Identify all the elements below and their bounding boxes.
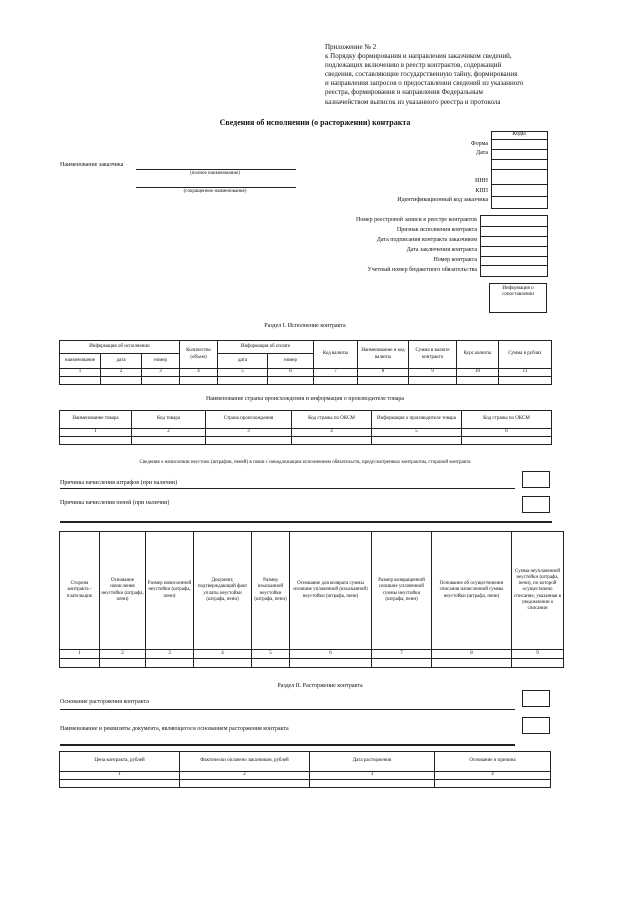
- origin-header: Наименование товара: [60, 411, 132, 429]
- fine-reason-box: [522, 471, 550, 488]
- appendix-line: реестра, формирования и направления Федеральным: [325, 88, 483, 97]
- code-label-inn: ИНН: [475, 178, 488, 184]
- col-num: 8: [358, 369, 409, 377]
- termination-header: Дата расторжения: [310, 752, 435, 772]
- col-num: 3: [310, 772, 435, 780]
- info-box-label: Информация о сопоставлении: [502, 286, 534, 298]
- col-num: 2: [180, 772, 310, 780]
- header-qty: Количество (объем): [180, 341, 218, 369]
- termination-header: Основание и причина: [435, 752, 551, 772]
- customer-short-line: [136, 187, 296, 188]
- col-num: 6: [290, 650, 372, 659]
- col-num: 9: [512, 650, 564, 659]
- origin-header: Код товара: [132, 411, 206, 429]
- peni-reason-box: [522, 496, 550, 513]
- peni-reason-label: Причины начисления пеней (при наличии): [60, 500, 170, 506]
- customer-label: Наименование заказчика: [60, 162, 124, 168]
- appendix-line: казначейством выписок из указанного реестра и протокола: [325, 97, 501, 106]
- registry-label: Дата подписания контракта заказчиком: [376, 237, 477, 243]
- col-num: 1: [60, 650, 100, 659]
- code-label-kpp: КПП: [475, 188, 488, 194]
- customer-full-line: [136, 169, 296, 170]
- header-rate: Курс валюты: [457, 341, 499, 369]
- execution-table: [59, 340, 552, 385]
- codes-box: [491, 131, 548, 209]
- col-num: 7: [372, 650, 432, 659]
- col-num: 3: [206, 429, 292, 437]
- col-num: 1: [60, 369, 101, 377]
- col-num: 4: [180, 369, 218, 377]
- col-num: 6: [462, 429, 552, 437]
- origin-header: Код страны по ОКСМ: [292, 411, 372, 429]
- col-num: 4: [194, 650, 252, 659]
- code-label-form: Форма: [470, 141, 488, 147]
- col-num: 4: [292, 429, 372, 437]
- registry-label: Дата заключения контракта: [406, 247, 477, 253]
- col-num: 2: [101, 369, 142, 377]
- customer-full-hint: (полное наименование): [190, 171, 240, 176]
- header-pay-group: Информация об оплате: [218, 341, 314, 354]
- col-num: 8: [432, 650, 512, 659]
- col-num: 2: [100, 650, 146, 659]
- code-label-customer-id: Идентификационный код заказчика: [397, 197, 488, 203]
- header-exec-group: Информация об исполнении: [60, 341, 180, 354]
- header-pay-date: дата: [218, 354, 268, 369]
- appendix-line: к Порядку формирования и направления заказчиком сведений,: [325, 52, 512, 61]
- section1-title: Раздел I. Исполнение контракта: [264, 323, 346, 329]
- registry-label: Признак исполнения контракта: [396, 227, 477, 233]
- col-num: 1: [60, 772, 180, 780]
- col-num: 3: [142, 369, 180, 377]
- termination-doc-label: Наименование и реквизиты документа, являющегося основанием расторжения контракта: [60, 726, 289, 732]
- col-num: 5: [218, 369, 268, 377]
- registry-label: Номер контракта: [433, 257, 477, 263]
- penalty-header: Основание для возврата суммы излишне уплаченной (взысканной) неустойки (штрафа, пени): [290, 532, 372, 650]
- origin-title: Наименование страны происхождения и информация о производителе товара: [205, 396, 405, 402]
- col-num: 5: [252, 650, 290, 659]
- col-num: 10: [457, 369, 499, 377]
- header-currency-name: Наименование и код валюты: [358, 341, 409, 369]
- penalty-header: Размер начисленной неустойки (штрафа, пени): [146, 532, 194, 650]
- header-name: наименование: [60, 354, 101, 369]
- fine-reason-label: Причины начисления штрафов (при наличии): [60, 480, 178, 486]
- header-amount-currency: Сумма в валюте контракта: [409, 341, 457, 369]
- header-amount-rub: Сумма в рублях: [499, 341, 552, 369]
- code-label-date: Дата: [476, 150, 488, 156]
- penalty-header: Документ, подтверждающий факт уплаты неустойки (штрафа, пени): [194, 532, 252, 650]
- col-num: 6: [268, 369, 314, 377]
- penalty-header: Размер возвращенной излишне уплаченной суммы неустойки (штрафа, пени): [372, 532, 432, 650]
- termination-basis-box: [522, 690, 550, 707]
- origin-header: Код страны по ОКСМ: [462, 411, 552, 429]
- section2-title: Раздел II. Расторжение контракта: [277, 683, 363, 689]
- appendix-line: подлежащих включению в реестр контрактов, содержащий: [325, 61, 502, 70]
- document-title: Сведения об исполнении (о расторжении) контракта: [219, 118, 411, 127]
- termination-basis-label: Основание расторжения контракта: [60, 699, 149, 705]
- penalty-header: Основание начисления неустойки (штрафа, пени): [100, 532, 146, 650]
- codes-header: Коды: [512, 131, 526, 137]
- col-num: 5: [372, 429, 462, 437]
- termination-header: Фактически оплачено заказчиком, рублей: [180, 752, 310, 772]
- header-currency-code: Код валюты: [314, 341, 358, 369]
- origin-table: [59, 410, 552, 445]
- header-date: дата: [101, 354, 142, 369]
- registry-label: Номер реестровой записи в реестре контрактов: [356, 217, 477, 223]
- col-num: 11: [499, 369, 552, 377]
- termination-header: Цена контракта, рублей: [60, 752, 180, 772]
- origin-header: Информация о производителе товара: [372, 411, 462, 429]
- penalties-table: [59, 531, 564, 668]
- penalty-header: Размер взысканной неустойки (штрафа, пени): [252, 532, 290, 650]
- penalties-title: Сведения о начислении неустоек (штрафов, пеней) в связи с ненадлежащим исполнением обязательств, предусмотренных контрактом, стороной контракта: [139, 460, 471, 465]
- appendix-line: и направления запросов о предоставлении сведений из указанного: [325, 79, 524, 88]
- appendix-block: [325, 43, 560, 107]
- penalty-header: Основание об осуществлении списания начисленной суммы неустойки (штрафа, пени): [432, 532, 512, 650]
- appendix-line: сведения, составляющие государственную тайну, формирования: [325, 70, 518, 79]
- customer-short-hint: (сокращенное наименование): [183, 189, 247, 194]
- col-num: 4: [435, 772, 551, 780]
- registry-label: Учетный номер бюджетного обязательства: [367, 267, 477, 273]
- penalty-header: Сумма неуплаченной неустойки (штрафа, пени), по которой осуществлено списание, указанная в уведомлении о списании: [512, 532, 564, 650]
- col-num: 7: [314, 369, 358, 377]
- col-num: 9: [409, 369, 457, 377]
- header-pay-number: номер: [268, 354, 314, 369]
- termination-doc-box: [522, 717, 550, 734]
- appendix-title: Приложение № 2: [325, 43, 377, 51]
- origin-header: Страна происхождения: [206, 411, 292, 429]
- col-num: 3: [146, 650, 194, 659]
- col-num: 1: [60, 429, 132, 437]
- header-number: номер: [142, 354, 180, 369]
- penalty-header: Сторона контракта - плательщик: [60, 532, 100, 650]
- col-num: 2: [132, 429, 206, 437]
- termination-table: [59, 751, 551, 788]
